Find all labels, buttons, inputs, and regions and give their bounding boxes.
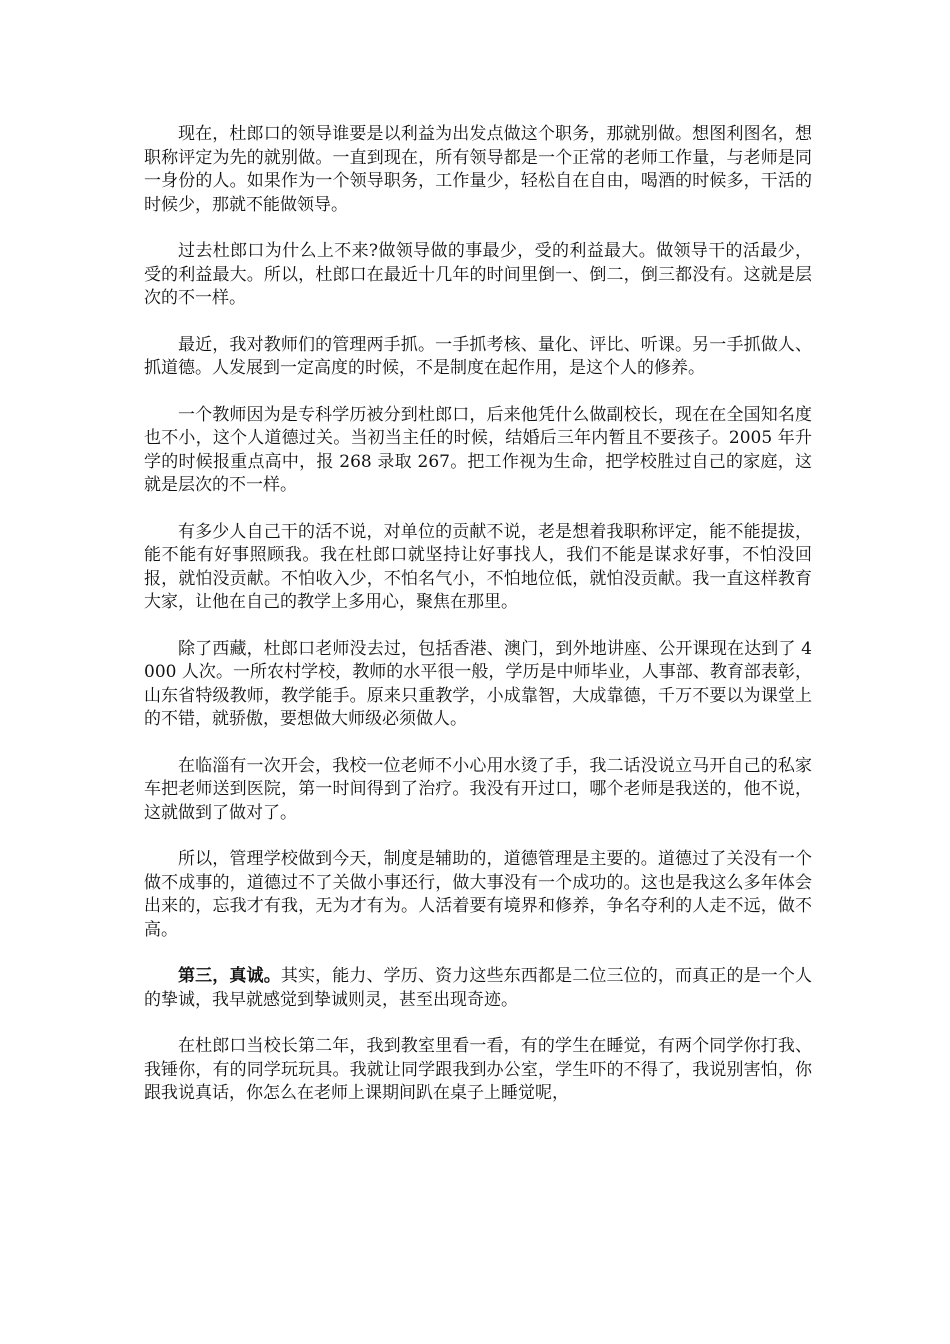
paragraph-5: [144, 521, 812, 615]
paragraph-9: [144, 965, 812, 1012]
paragraph-text: 其实，能力、学历、资力这些东西都是二位三位的，而真正的是一个人的挚诚，我早就感觉到挚诚则灵，甚至出现奇迹。: [144, 966, 813, 1010]
paragraph-text: 有多少人自己干的活不说，对单位的贡献不说，老是想着我职称评定，能不能提拔，能不能有好事照顾我。我在杜郎口就坚持让好事找人，我们不能是谋求好事，不怕没回报，就怕没贡献。不怕收入少，不怕名气小，不怕地位低，就怕没贡献。我一直这样教育大家，让他在自己的教学上多用心，聚焦在那里。: [144, 521, 812, 612]
paragraph-text: 在临淄有一次开会，我校一位老师不小心用水烫了手，我二话没说立马开自己的私家车把老师送到医院，第一时间得到了治疗。我没有开过口，哪个老师是我送的，他不说，这就做到了做对了。: [144, 755, 812, 823]
paragraph-6: [144, 638, 812, 732]
paragraph-10: [144, 1035, 812, 1106]
paragraph-text: 现在，杜郎口的领导谁要是以利益为出发点做这个职务，那就别做。想图利图名，想职称评定为先的就别做。一直到现在，所有领导都是一个正常的老师工作量，与老师是同一身份的人。如果作为一个领导职务，工作量少，轻松自在自由，喝酒的时候多，干活的时候少，那就不能做领导。: [144, 124, 812, 215]
paragraph-text: 最近，我对教师们的管理两手抓。一手抓考核、量化、评比、听课。另一手抓做人、抓道德。人发展到一定高度的时候，不是制度在起作用，是这个人的修养。: [144, 334, 812, 378]
paragraph-text: 所以，管理学校做到今天，制度是辅助的，道德管理是主要的。道德过了关没有一个做不成事的，道德过不了关做小事还行，做大事没有一个成功的。这也是我这么多年体会出来的，忘我才有我，无为才有为。人活着要有境界和修养，争名夺利的人走不远，做不高。: [144, 849, 812, 940]
paragraph-text: 一个教师因为是专科学历被分到杜郎口，后来他凭什么做副校长，现在在全国知名度也不小，这个人道德过关。当初当主任的时候，结婚后三年内暂且不要孩子。2005 年升学的时候报重点高中，报 268 录取 267。把工作视为生命，把学校胜过自己的家庭，这就是层次的不一样。: [144, 404, 812, 495]
section-heading: 第三，真诚。: [178, 966, 281, 986]
paragraph-8: [144, 848, 812, 942]
paragraph-1: [144, 123, 812, 217]
document-body: [144, 123, 812, 1129]
paragraph-text: 在杜郎口当校长第二年，我到教室里看一看，有的学生在睡觉，有两个同学你打我、我锤你，有的同学玩玩具。我就让同学跟我到办公室，学生吓的不得了，我说别害怕，你跟我说真话，你怎么在老师上课期间趴在桌子上睡觉呢，: [144, 1036, 812, 1103]
paragraph-3: [144, 334, 812, 381]
paragraph-2: [144, 240, 812, 311]
paragraph-text: 过去杜郎口为什么上不来?做领导做的事最少，受的利益最大。做领导干的活最少，受的利益最大。所以，杜郎口在最近十几年的时间里倒一、倒二，倒三都没有。这就是层次的不一样。: [144, 241, 812, 308]
paragraph-text: 除了西藏，杜郎口老师没去过，包括香港、澳门，到外地讲座、公开课现在达到了 4000 人次。一所农村学校，教师的水平很一般，学历是中师毕业，人事部、教育部表彰，山东省特级教师，教学能手。原来只重教学，小成靠智，大成靠德，千万不要以为课堂上的不错，就骄傲，要想做大师级必须做人。: [144, 638, 812, 729]
paragraph-4: [144, 404, 812, 498]
paragraph-7: [144, 755, 812, 826]
